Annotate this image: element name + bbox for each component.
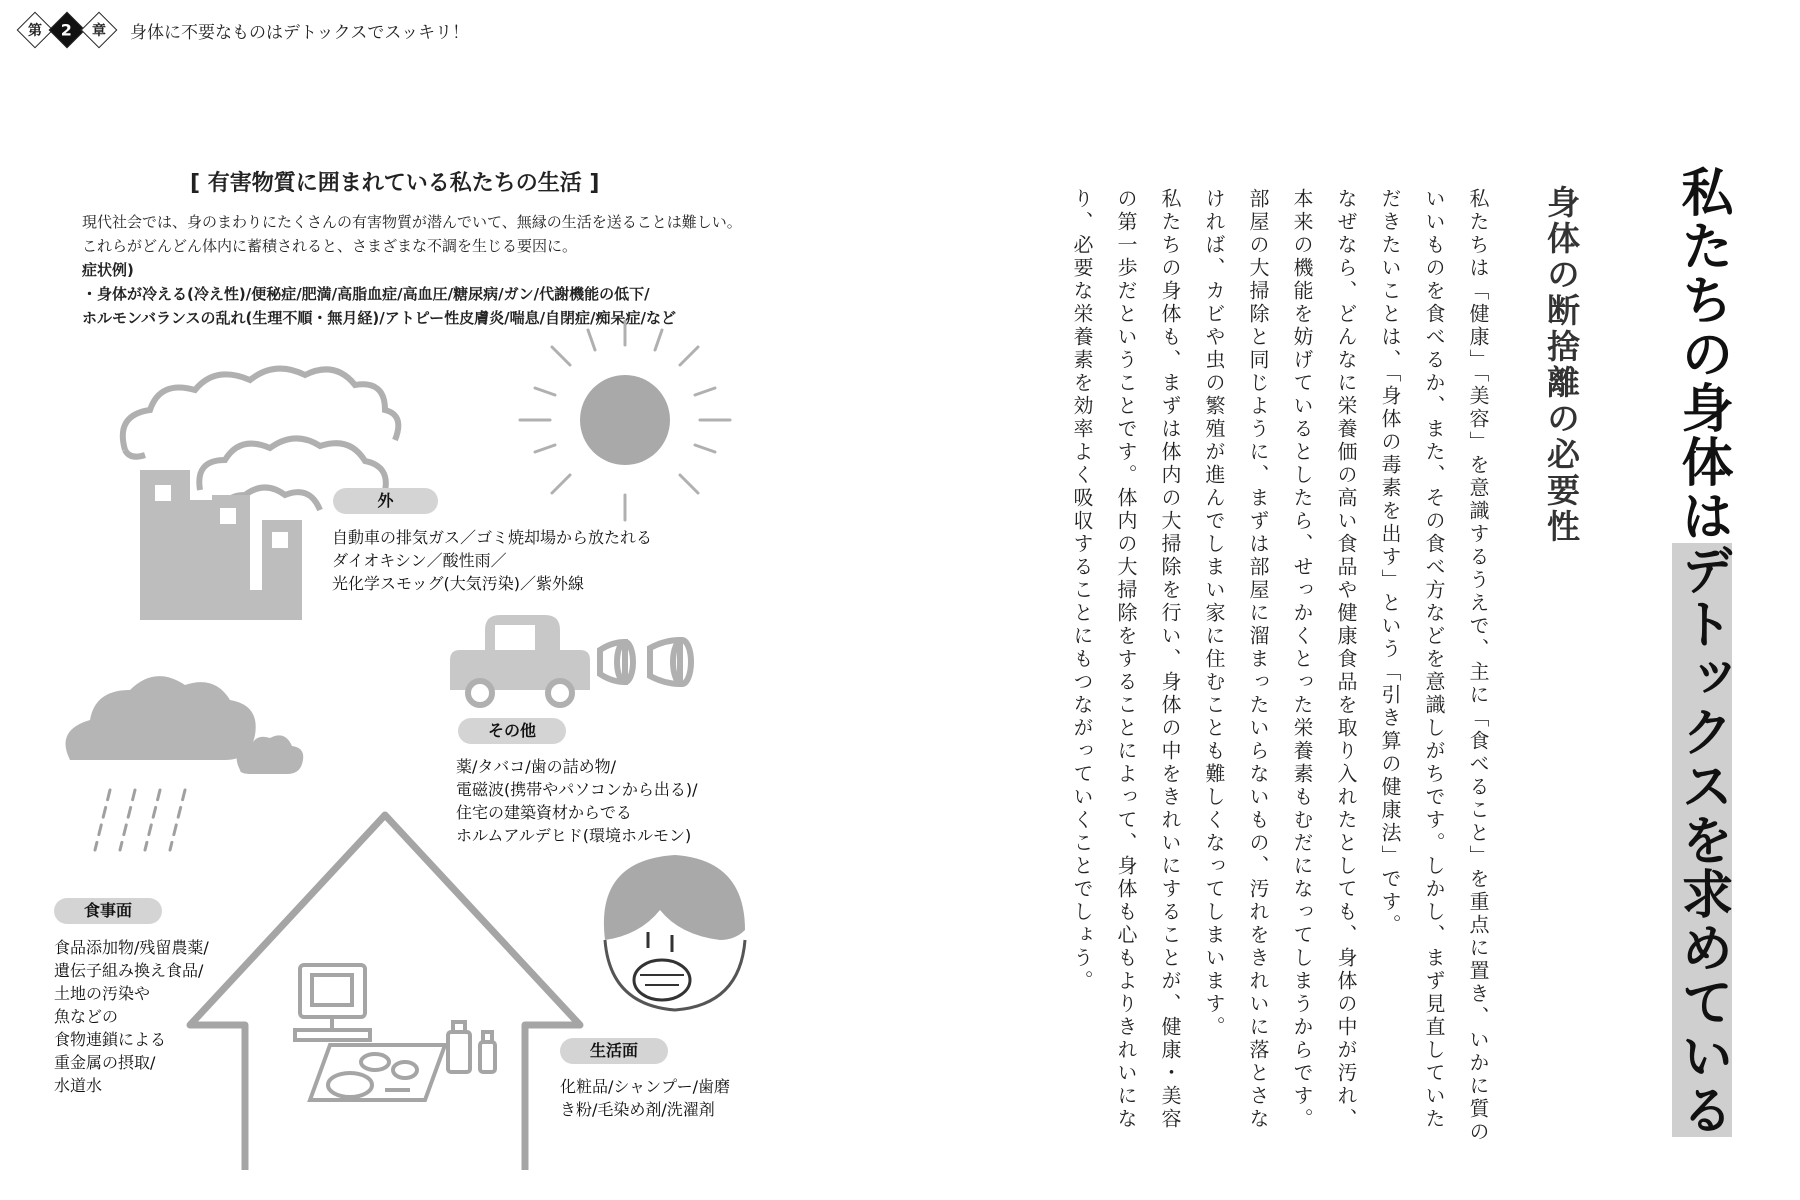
face-icon [604, 855, 745, 1010]
body-paragraph: 私たちは「健康」「美容」を意識するうえで、主に「食べること」を重点に置き、いかに質のいいものを食べるか、また、その食べ方などを意識しがちです。しかし、まず見直していただきたいことは、「身体の毒素を出す」という「引き算の健康法」です。 [1378, 188, 1490, 1144]
rain-cloud-icon [66, 676, 304, 850]
chapter-title: 身体に不要なものはデトックスでスッキリ！ [130, 22, 470, 43]
bottles-icon [448, 1022, 495, 1072]
outside-line: ダイオキシン／酸性雨／ [332, 551, 507, 570]
body-text [1060, 188, 1500, 1148]
chapter-number-badge: 2 [49, 12, 86, 49]
outside-description [332, 526, 652, 595]
chapter-prefix-badge: 第 [17, 12, 54, 49]
house-icon [190, 815, 580, 1170]
tag-food: 食事面 [54, 898, 162, 924]
life-line: き粉/毛染め剤/洗濯剤 [560, 1100, 715, 1119]
main-title [1665, 165, 1740, 1137]
tag-other: その他 [458, 718, 566, 744]
body-paragraph: なぜなら、どんなに栄養価の高い食品や健康食品を取り入れたとしても、身体の中が汚れ、本来の機能を妨げているとしたら、せっかくとった栄養素もむだになってしまうからです。 [1290, 188, 1358, 1131]
food-line: 食品添加物/残留農薬/ [54, 938, 209, 957]
car-icon [450, 615, 691, 705]
other-line: 住宅の建築資材からでる [456, 803, 632, 822]
tv-icon [295, 965, 370, 1040]
chapter-header [22, 10, 469, 50]
sub-title: 身体の断捨離の必要性 [1542, 185, 1581, 545]
outside-line: 光化学スモッグ(大気汚染)／紫外線 [332, 574, 585, 593]
intro-line: これらがどんどん体内に蓄積されると、さまざまな不調を生じる要因に。 [82, 237, 578, 255]
other-line: 電磁波(携帯やパソコンから出る)/ [456, 780, 698, 799]
intro-line: 現代社会では、身のまわりにたくさんの有害物質が潜んでいて、無縁の生活を送ることは難しい。 [82, 213, 742, 231]
food-line: 遺伝子組み換え食品/ [54, 961, 204, 980]
food-line: 食物連鎖による [54, 1030, 167, 1049]
body-paragraph: 私たちの身体も、まずは体内の大掃除を行い、身体の中をきれいにすることが、健康・美容の第一歩だということです。体内の大掃除をすることによって、身体も心もよりきれいになり、必要な栄養素を効率よく吸収することにもつながっていくことでしょう。 [1070, 188, 1182, 1131]
food-line: 水道水 [54, 1076, 103, 1095]
food-tray-icon [310, 1045, 445, 1100]
symptoms-line: ホルモンバランスの乱れ(生理不順・無月経)/アトピー性皮膚炎/喘息/自閉症/痴呆症/など [82, 309, 677, 327]
body-paragraph: 部屋の大掃除と同じように、まずは部屋に溜まったいらないもの、汚れをきれいに落とさなければ、カビや虫の繁殖が進んでしまい家に住むことも難しくなってしまいます。 [1202, 188, 1270, 1131]
sun-icon [520, 320, 730, 520]
other-line: 薬/タバコ/歯の詰め物/ [456, 757, 617, 776]
symptoms-line: ・身体が冷える(冷え性)/便秘症/肥満/高脂血症/高血圧/糖尿病/ガン/代謝機能の低下/ [82, 285, 650, 303]
main-title-highlight: デトックスを求めている [1672, 543, 1732, 1137]
outside-line: 自動車の排気ガス／ゴミ焼却場から放たれる [332, 528, 653, 547]
symptoms-label: 症状例) [82, 261, 134, 279]
tag-outside: 外 [333, 488, 438, 514]
intro-text [82, 210, 782, 330]
food-description [54, 936, 209, 1097]
main-title-pre: 私たちの身体は [1672, 165, 1732, 543]
life-line: 化粧品/シャンプー/歯磨 [560, 1077, 730, 1096]
life-description [560, 1075, 730, 1121]
food-line: 土地の汚染や [54, 984, 151, 1003]
food-line: 魚などの [54, 1007, 119, 1026]
food-line: 重金属の摂取/ [54, 1053, 156, 1072]
other-description [456, 755, 698, 847]
other-line: ホルムアルデヒド(環境ホルモン) [456, 826, 692, 845]
tag-life: 生活面 [560, 1038, 668, 1064]
chapter-suffix-badge: 章 [81, 12, 118, 49]
section-title: [ 有害物質に囲まれている私たちの生活 ] [190, 171, 600, 196]
